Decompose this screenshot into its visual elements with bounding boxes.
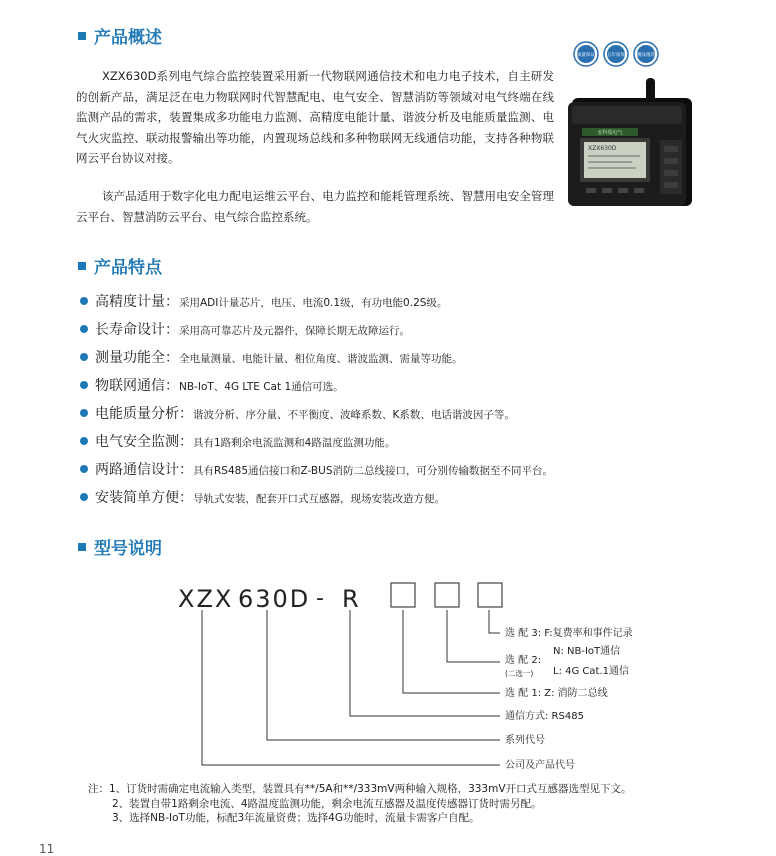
label-comm: 通信方式: RS485 <box>505 711 584 722</box>
label-company: 公司及产品代号 <box>505 760 575 771</box>
label-opt2-sub: (二选一) <box>505 669 534 678</box>
device-screen-text: XZX630D <box>588 145 617 152</box>
feature-title: 物联网通信： <box>95 378 179 394</box>
feature-title: 两路通信设计： <box>95 462 193 478</box>
code-number: 630D <box>238 585 311 613</box>
badge-3-label: 精品推荐 <box>637 53 655 58</box>
label-series: 系列代号 <box>505 735 545 746</box>
note-line: 3、选择NB-IoT功能，标配3年流量资费；选择4G功能时，流量卡需客户自配。 <box>112 812 480 824</box>
feature-title: 长寿命设计： <box>95 322 179 338</box>
feature-desc: 全电量测量、电能计量、相位角度、谐波监测、需量等功能。 <box>179 353 463 365</box>
section-title-model: 型号说明 <box>78 534 162 559</box>
option-box-2 <box>435 583 459 607</box>
feature-title: 测量功能全： <box>95 350 179 366</box>
label-opt3: 选 配 3: F:复费率和事件记录 <box>505 628 633 639</box>
overview-paragraph-1: XZX630D系列电气综合监控装置采用新一代物联网通信技术和电力电子技术，自主研发的创新产品，满足泛在电力物联网时代智慧配电、电气安全、智慧消防等领域对电气终端在线监测产品的需求，装置集成多功能电力监测、高精度电能计量、谐波分析及电能质量监测、电气火灾监控、联动报警输出等功能，内置现场总线和多种物联网无线通信功能，支持各种物联网云平台协议对接。 <box>76 69 554 166</box>
code-prefix: XZX <box>178 585 234 613</box>
feature-desc: 具有RS485通信接口和Z-BUS消防二总线接口，可分别传输数据至不同平台。 <box>193 465 553 477</box>
feature-title: 电能质量分析： <box>95 406 193 422</box>
order-notes <box>88 782 632 826</box>
note-line: 2、装置自带1路剩余电流、4路温度监测功能，剩余电流互感器及温度传感器订货时需另配。 <box>112 797 542 810</box>
badge-2-label: 五年质保 <box>607 53 625 58</box>
badge-1-label: 质量保证 <box>577 53 595 58</box>
feature-desc: 导轨式安装，配套开口式互感器，现场安装改造方便。 <box>193 493 445 505</box>
feature-desc: 具有1路剩余电流监测和4路温度监测功能。 <box>193 437 396 449</box>
label-opt2-b: L: 4G Cat.1通信 <box>553 666 629 677</box>
leader-opt3 <box>489 610 500 633</box>
feature-desc: 采用高可靠芯片及元器件，保障长期无故障运行。 <box>179 325 410 337</box>
section-title-overview: 产品概述 <box>78 23 162 48</box>
page-number: 11 <box>39 842 55 856</box>
option-box-1 <box>391 583 415 607</box>
code-r: R <box>342 585 359 613</box>
overview-paragraph-2: 该产品适用于数字化电力配电运维云平台、电力监控和能耗管理系统、智慧用电安全管理云平台、智慧消防云平台、电气综合监控系统。 <box>76 189 554 224</box>
feature-desc: NB-IoT、4G LTE Cat 1通信可选。 <box>179 381 344 393</box>
label-opt2-a: N: NB-IoT通信 <box>553 646 621 657</box>
leader-comm <box>350 610 500 716</box>
leader-company <box>202 610 500 765</box>
code-dash: - <box>316 586 324 611</box>
leader-opt1 <box>403 610 500 693</box>
feature-title: 电气安全监测： <box>95 434 193 450</box>
label-opt1: 选 配 1: Z: 消防二总线 <box>505 688 608 699</box>
section-title-features: 产品特点 <box>78 253 162 278</box>
label-opt2-head: 选 配 2: <box>505 655 542 666</box>
leader-series <box>267 610 500 740</box>
feature-title: 安装简单方便： <box>95 490 193 506</box>
feature-desc: 谐波分析、序分量、不平衡度、波峰系数、K系数、电话谐波因子等。 <box>193 409 515 421</box>
note-line: 注：1、订货时需确定电流输入类型，装置具有**/5A和**/333mV两种输入规格，333mV开口式互感器选型见下文。 <box>88 783 632 795</box>
leader-opt2 <box>447 610 500 662</box>
option-box-3 <box>478 583 502 607</box>
feature-desc: 采用ADI计量芯片，电压、电流0.1级，有功电能0.2S级。 <box>179 297 448 309</box>
device-brand: 安科瑞电气 <box>597 130 623 136</box>
feature-title: 高精度计量： <box>95 294 179 310</box>
